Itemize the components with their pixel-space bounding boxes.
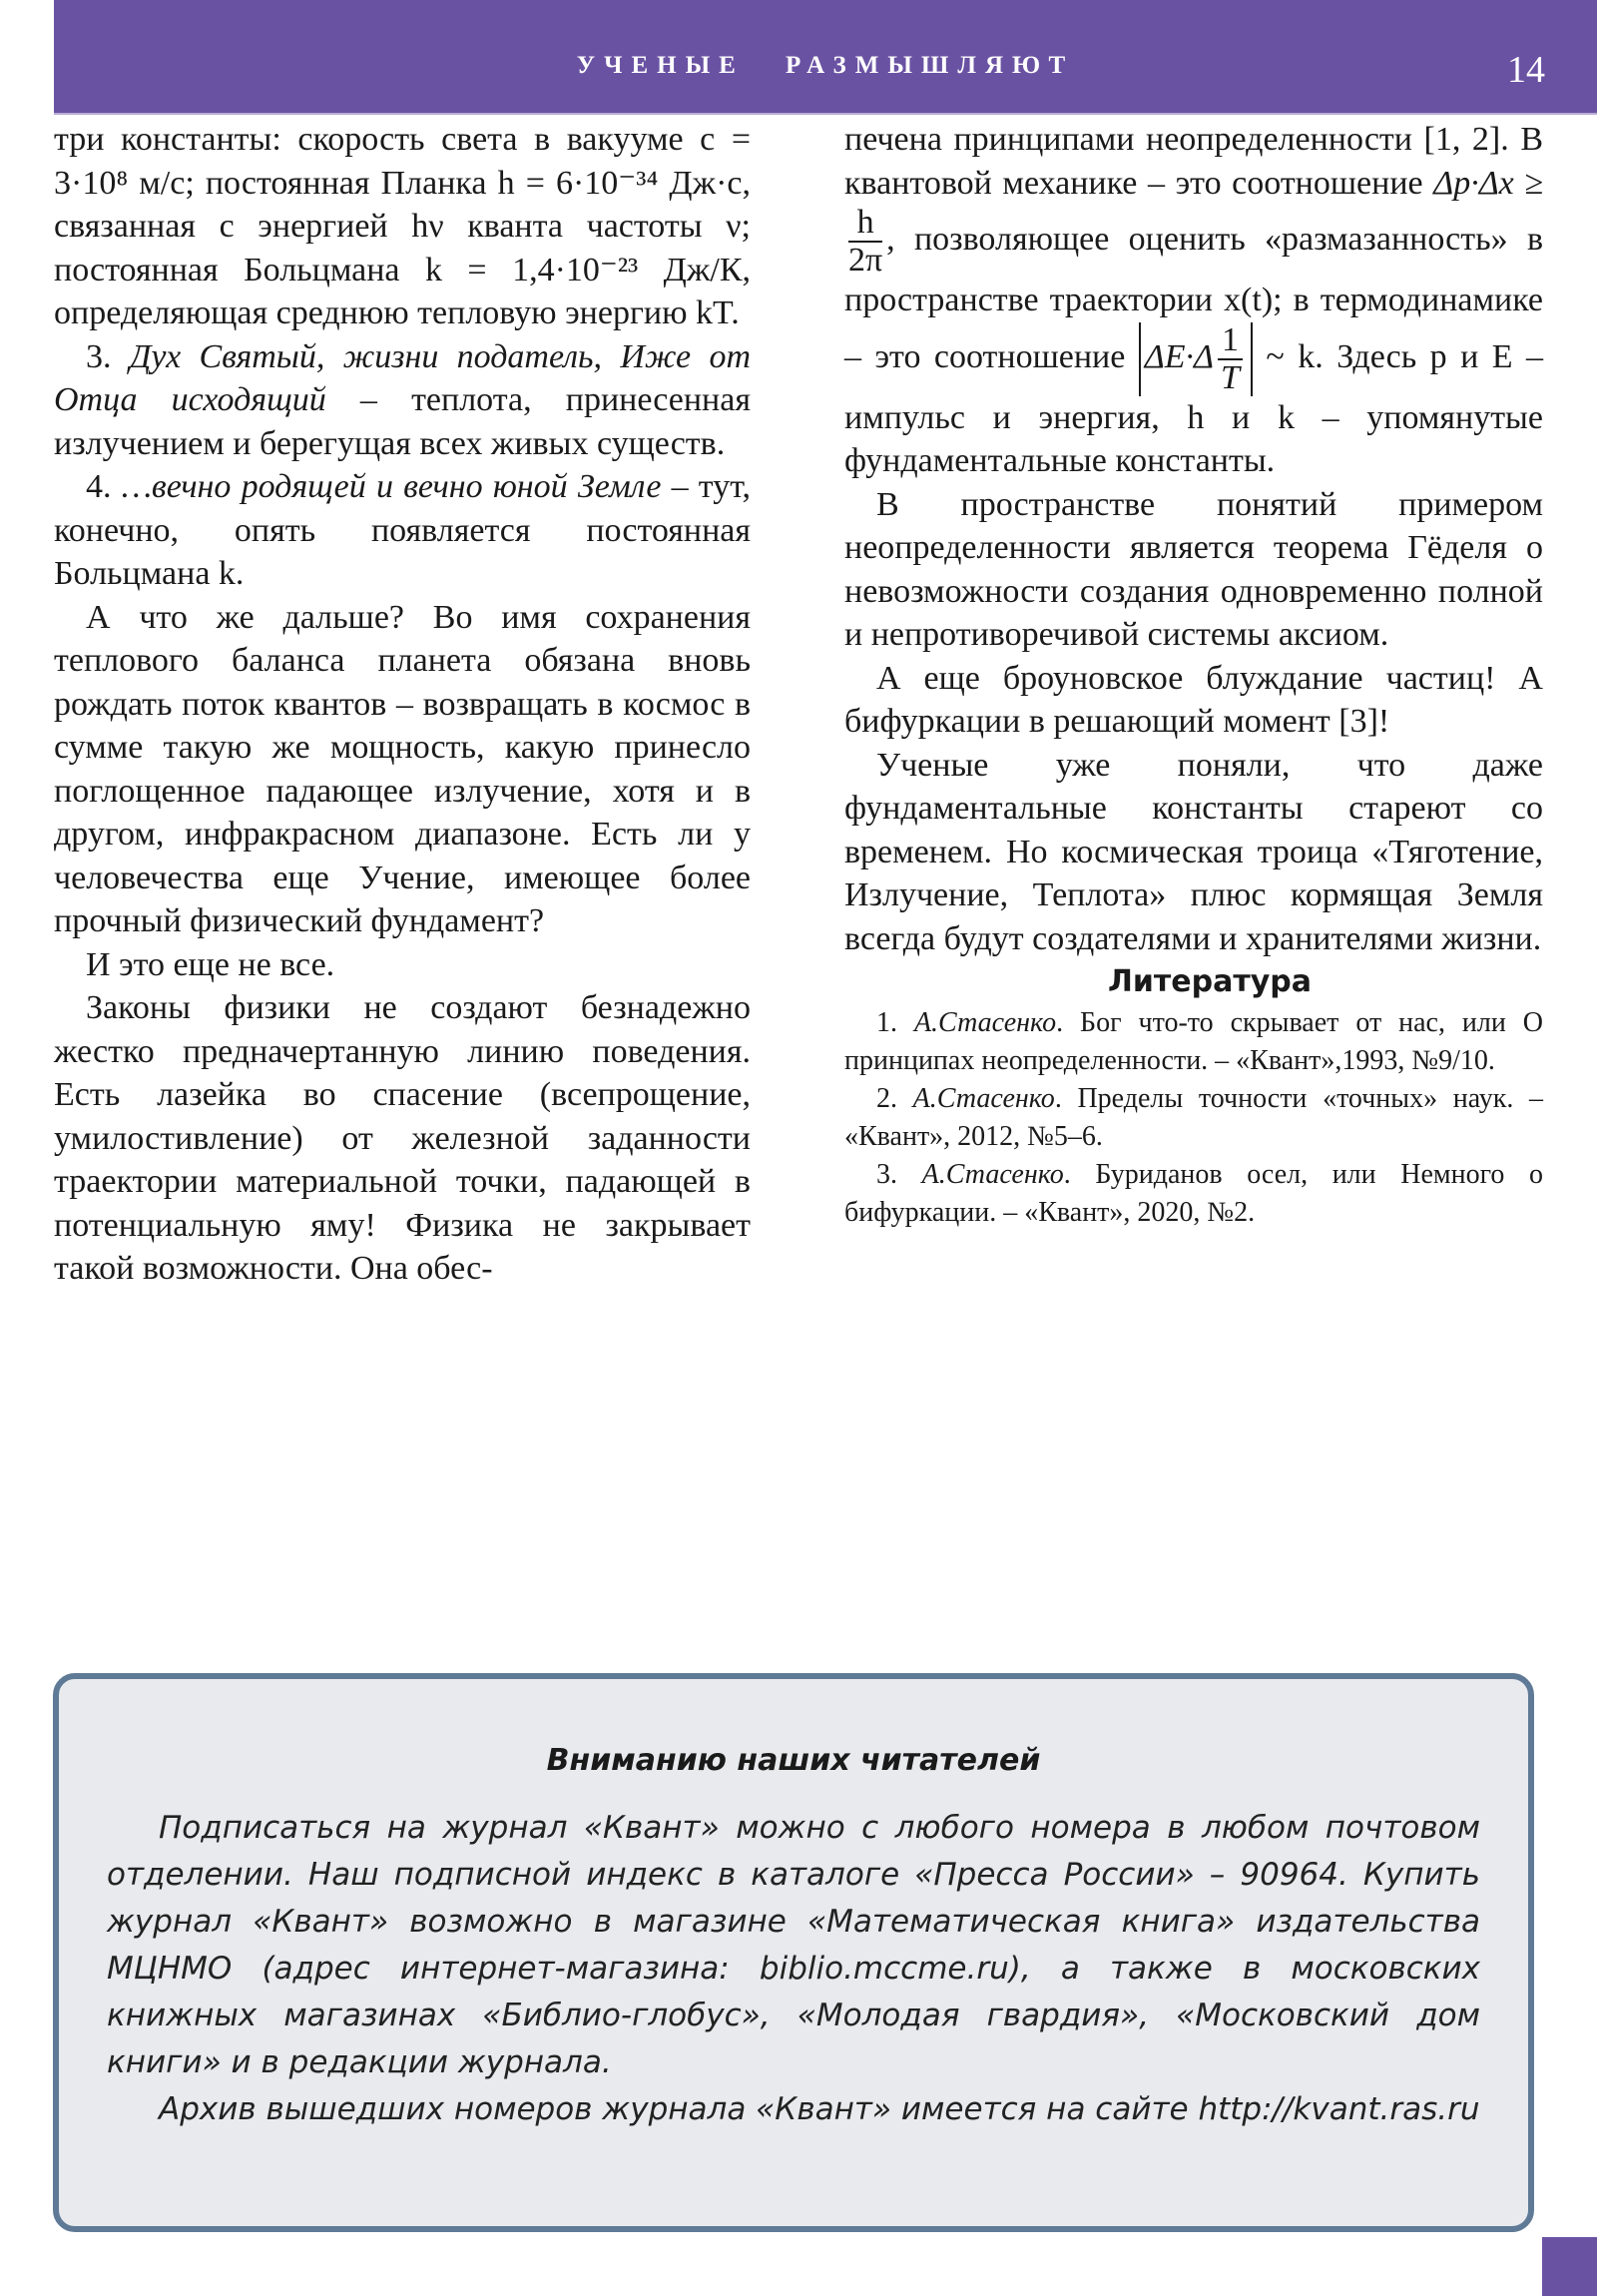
formula-part: ΔE·Δ xyxy=(1144,337,1214,375)
item-number: 3. xyxy=(86,337,130,375)
ref-author: А.Стасенко xyxy=(921,1158,1064,1190)
paragraph: Законы физики не создают безнадежно жестко предначертанную линию поведения. Есть лазейка во спасение (всепрощение, умилостивление) от железной заданности траектории материальной точки, падающей в потенциальную яму! Физика не закрывает такой возможности. Она обес- xyxy=(54,989,751,1287)
ref-number: 2. xyxy=(876,1082,913,1114)
paragraph: три константы: скорость света в вакууме c = 3·10⁸ м/с; постоянная Планка h = 6·10⁻³⁴ Дж·с, связанная с энергией hν кванта частоты ν; постоянная Больцмана k = 1,4·10⁻²³ Дж/К, определяющая среднюю тепловую энергию kT. xyxy=(54,121,751,331)
right-column xyxy=(844,118,1543,1232)
ref-author: А.Стасенко xyxy=(912,1082,1055,1114)
quote: …вечно родящей и вечно юной Земле xyxy=(121,468,662,505)
notice-paragraph: Подписаться на журнал «Квант» можно с любого номера в любом почтовом отделении. Наш подписной индекс в каталоге «Пресса России» – 90964. Купить журнал «Квант» возможно в магазине «Математическая книга» издательства МЦНМО (адрес интернет-магазина: biblio.mccme.ru), а также в московских книжных магазинах «Библио-глобус», «Молодая гвардия», «Московский дом книги» и в редакции журнала. xyxy=(107,1810,1480,2080)
paragraph xyxy=(844,118,1543,483)
paragraph: Ученые уже поняли, что даже фундаментальные константы стареют со временем. Но космическая троица «Тяготение, Излучение, Теплота» плюс кормящая Земля всегда будут создателями и хранителями жизни. xyxy=(844,746,1543,957)
text: , позволяющее оценить «размазанность» в пространстве траектории x(t); в термодинамике – это соотношение xyxy=(844,220,1543,375)
reader-notice-box xyxy=(53,1673,1534,2232)
running-header xyxy=(54,0,1597,115)
reference-item xyxy=(844,1080,1543,1156)
page-number: 14 xyxy=(1507,49,1545,91)
denominator: 2π xyxy=(848,242,883,279)
text: – теплота, принесенная излучением и берегущая всех живых существ. xyxy=(54,381,751,462)
fraction xyxy=(1218,322,1243,396)
corner-decoration xyxy=(1542,2237,1597,2296)
ref-author: А.Стасенко xyxy=(913,1006,1057,1038)
notice-title: Вниманию наших читателей xyxy=(546,1743,1041,1778)
item-number: 4. xyxy=(86,468,122,505)
ref-text: . Пределы точности «точных» наук. – «Квант», 2012, №5–6. xyxy=(844,1082,1543,1152)
ref-number: 1. xyxy=(876,1006,914,1038)
reference-item xyxy=(844,1156,1543,1232)
ref-text: . Бог что-то скрывает от нас, или О принципах неопределенности. – «Квант»,1993, №9/10. xyxy=(844,1006,1544,1076)
reference-item xyxy=(844,1004,1543,1080)
ref-text: . Буриданов осел, или Немного о бифуркации. – «Квант», 2020, №2. xyxy=(844,1158,1543,1228)
paragraph: В пространстве понятий примером неопределенности является теорема Гёделя о невозможности создания одновременно полной и непротиворечивой системы аксиом. xyxy=(844,485,1543,653)
ref-number: 3. xyxy=(876,1158,922,1190)
paragraph: А что же дальше? Во имя сохранения теплового баланса планета обязана вновь рождать поток квантов – возвращать в космос в сумме такую же мощность, какую принесло поглощенное падающее излучение, хотя и в другом, инфракрасном диапазоне. Есть ли у человечества еще Учение, имеющее более прочный физический фундамент? xyxy=(54,598,751,939)
quote: Дух Святый, жизни податель, Иже от Отца исходящий xyxy=(54,337,751,418)
formula-uncertainty: Δp·Δx ≥ xyxy=(1433,164,1543,202)
numerator: h xyxy=(848,205,882,243)
text: – тут, конечно, опять появляется постоянная Больцмана k. xyxy=(54,468,752,592)
denominator: T xyxy=(1221,358,1240,396)
notice-body xyxy=(107,1805,1480,2133)
text: ~ k. Здесь p и E – импульс и энергия, h и k – упомянутые фундаментальные константы. xyxy=(844,337,1543,479)
left-column xyxy=(54,118,751,1291)
paragraph: А еще броуновское блуждание частиц! А бифуркации в решающий момент [3]! xyxy=(844,659,1543,740)
formula-thermo xyxy=(1139,322,1253,396)
fraction xyxy=(848,205,882,279)
references-heading: Литература xyxy=(1107,964,1313,999)
section-title: УЧЕНЫЕ РАЗМЫШЛЯЮТ xyxy=(576,52,1075,79)
notice-paragraph: Архив вышедших номеров журнала «Квант» имеется на сайте http://kvant.ras.ru xyxy=(159,2091,1480,2127)
paragraph xyxy=(54,335,751,466)
numerator: 1 xyxy=(1218,322,1243,360)
paragraph xyxy=(54,465,751,596)
text: печена принципами неопределенности [1, 2]. В квантовой механике – это соотношение xyxy=(844,121,1543,202)
paragraph: И это еще не все. xyxy=(86,945,335,983)
